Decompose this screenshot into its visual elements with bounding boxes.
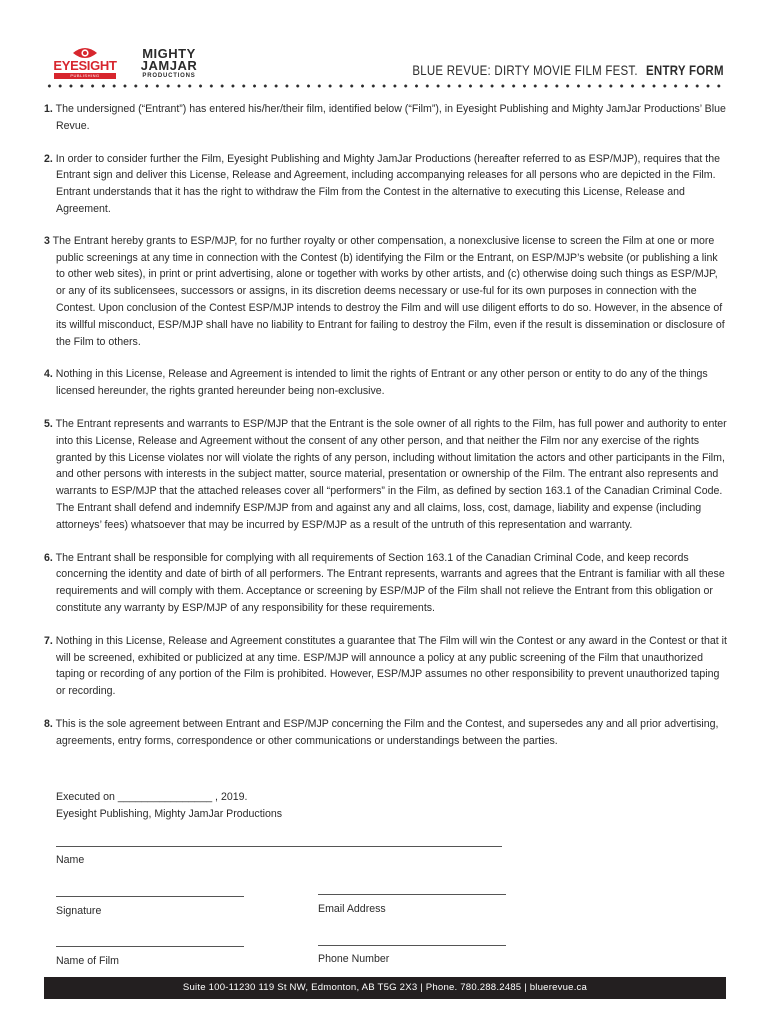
footer-contact-bar: Suite 100-11230 119 St NW, Edmonton, AB T5G 2X3 | Phone. 780.288.2485 | bluerevue.ca [44,977,726,999]
clause-8 [44,716,728,750]
clause-text: The Entrant represents and warrants to ESP/MJP that the Entrant is the sole owner of all rights to the Film, has full power and authority to enter into this License, Release and Agreement without the consent of any other person, and that neither the Film nor any exercise of the rights granted by this License violates nor will violate the rights of any person, including without limitation the actors and other participants in the Film, and other persons with interests in the subject matter, source material, presentation or ownership of the Film. The entrant also represents and warrants to ESP/MJP that the attached releases cover all “performers” in the Film, as defined by section 163.1 of the Canadian Criminal Code. The Entrant shall defend and indemnify ESP/MJP from and against any and all claims, loss, cost, damage, liability and expense (including attorneys’ fees) whatsoever that may be incurred by ESP/MJP as a result of the untruth of this representation and warranty. [55,417,727,531]
clause-text: Nothing in this License, Release and Agreement constitutes a guarantee that The Film will win the Contest or any award in the Contest or that it will be screened, exhibited or publicized at any time. ESP/MJP will announce a policy at any public screening of the Film that unauthorized taping or recording of any portion of the Film is prohibited. However, ESP/MJP assumes no other responsibility to prevent unauthorized taping or recording. [55,634,727,698]
eyesight-logo-sub: PUBLISHING [54,73,116,79]
film-name-field-line[interactable] [56,946,244,947]
entry-form-label: ENTRY FORM [646,62,724,78]
signature-field-label: Signature [56,905,102,917]
name-field-line[interactable] [56,846,502,847]
clause-number: 5. [44,417,53,430]
mighty-jamjar-logo [132,48,206,80]
phone-field-label: Phone Number [318,953,390,965]
phone-field-line[interactable] [318,945,506,946]
festival-title: BLUE REVUE: DIRTY MOVIE FILM FEST. [412,62,639,78]
clause-number: 7. [44,634,53,647]
clause-number: 1. [44,103,53,115]
clause-1 [44,101,728,135]
executing-parties: Eyesight Publishing, Mighty JamJar Productions [56,808,283,820]
film-name-field-label: Name of Film [56,955,119,967]
signature-field-line[interactable] [56,896,244,897]
clause-text: The Entrant shall be responsible for complying with all requirements of Section 163.1 of the Canadian Criminal Code, and keep records concerning the identity and date of birth of all performers. The Entrant represents, warrants and agrees that the Entrant is familiar with all these requirements and will comply with them. Acceptance or screening by ESP/MJP of the Film shall not relieve the Entrant from this obligation or constitute any warranty by ESP/MJP of any responsibility for these requirements. [55,551,725,614]
name-field-label: Name [56,854,85,866]
mighty-logo-line3: PRODUCTIONS [142,73,196,79]
clause-number: 3 [44,234,50,247]
email-field-label: Email Address [318,903,386,915]
clause-6 [44,550,728,617]
mighty-logo-line2: JAMJAR [140,58,198,73]
clause-text: Nothing in this License, Release and Agreement is intended to limit the rights of Entrant or any other person or entity to do any of the things licensed hereunder, the rights granted hereunder being non-exclusive. [55,368,708,398]
clause-3 [44,233,728,351]
clause-number: 2. [44,152,53,165]
agreement-clauses [44,101,728,750]
clause-text: This is the sole agreement between Entrant and ESP/MJP concerning the Film and the Contest, and supersedes any and all prior advertising, agreements, entry forms, correspondence or other communications or understandings between the parties. [55,717,719,747]
email-field-line[interactable] [318,894,506,895]
clause-text: The undersigned (“Entrant”) has entered his/her/their film, identified below (“Film”), in Eyesight Publishing and Mighty JamJar Productions’ Blue Revue. [55,103,726,132]
clause-5 [44,416,728,534]
mighty-logo-line1: MIGHTY [142,46,196,61]
clause-number: 6. [44,551,53,564]
clause-2 [44,151,728,218]
eyesight-publishing-logo [46,46,124,80]
dotted-divider [44,84,726,88]
clause-7 [44,633,728,700]
clause-number: 8. [44,717,53,730]
clause-4 [44,366,728,400]
clause-number: 4. [44,368,53,381]
clause-text: In order to consider further the Film, Eyesight Publishing and Mighty JamJar Productions (hereafter referred to as ESP/MJP), requires that the Entrant sign and deliver this License, Release and Agreement, including accompanying releases for all persons who are depicted in the Film. Entrant understands that it has the right to withdraw the Film from the Contest in the alternative to executing this License, Release and Agreement. [55,152,720,215]
form-header-title [413,62,724,78]
eyesight-logo-word: EYESIGHT [53,58,117,73]
clause-text: The Entrant hereby grants to ESP/MJP, for no further royalty or other compensation, a nonexclusive license to screen the Film at one or more public screenings at any time in connection with the Contest (b) identifying the Film or the Entrant, on ESP/MJP’s website (or publishing a link to other web sites), in print or print advertising, alone or together with works by other artists, and (c) otherwise doing such things as ESP/MJP, or any of its sublicensees, successors or assigns, in its discretion deems necessary or use-ful for its own purposes in connection with the Contest. Upon conclusion of the Contest ESP/MJP intends to destroy the Film and will use diligent efforts to do so. However, in the absence of its willful misconduct, ESP/MJP shall have no liability to Entrant for failing to destroy the Film, even if the result is dissemination or disclosure of the Film to others. [52,234,725,348]
executed-on-line[interactable]: Executed on ________________ , 2019. [56,791,248,803]
